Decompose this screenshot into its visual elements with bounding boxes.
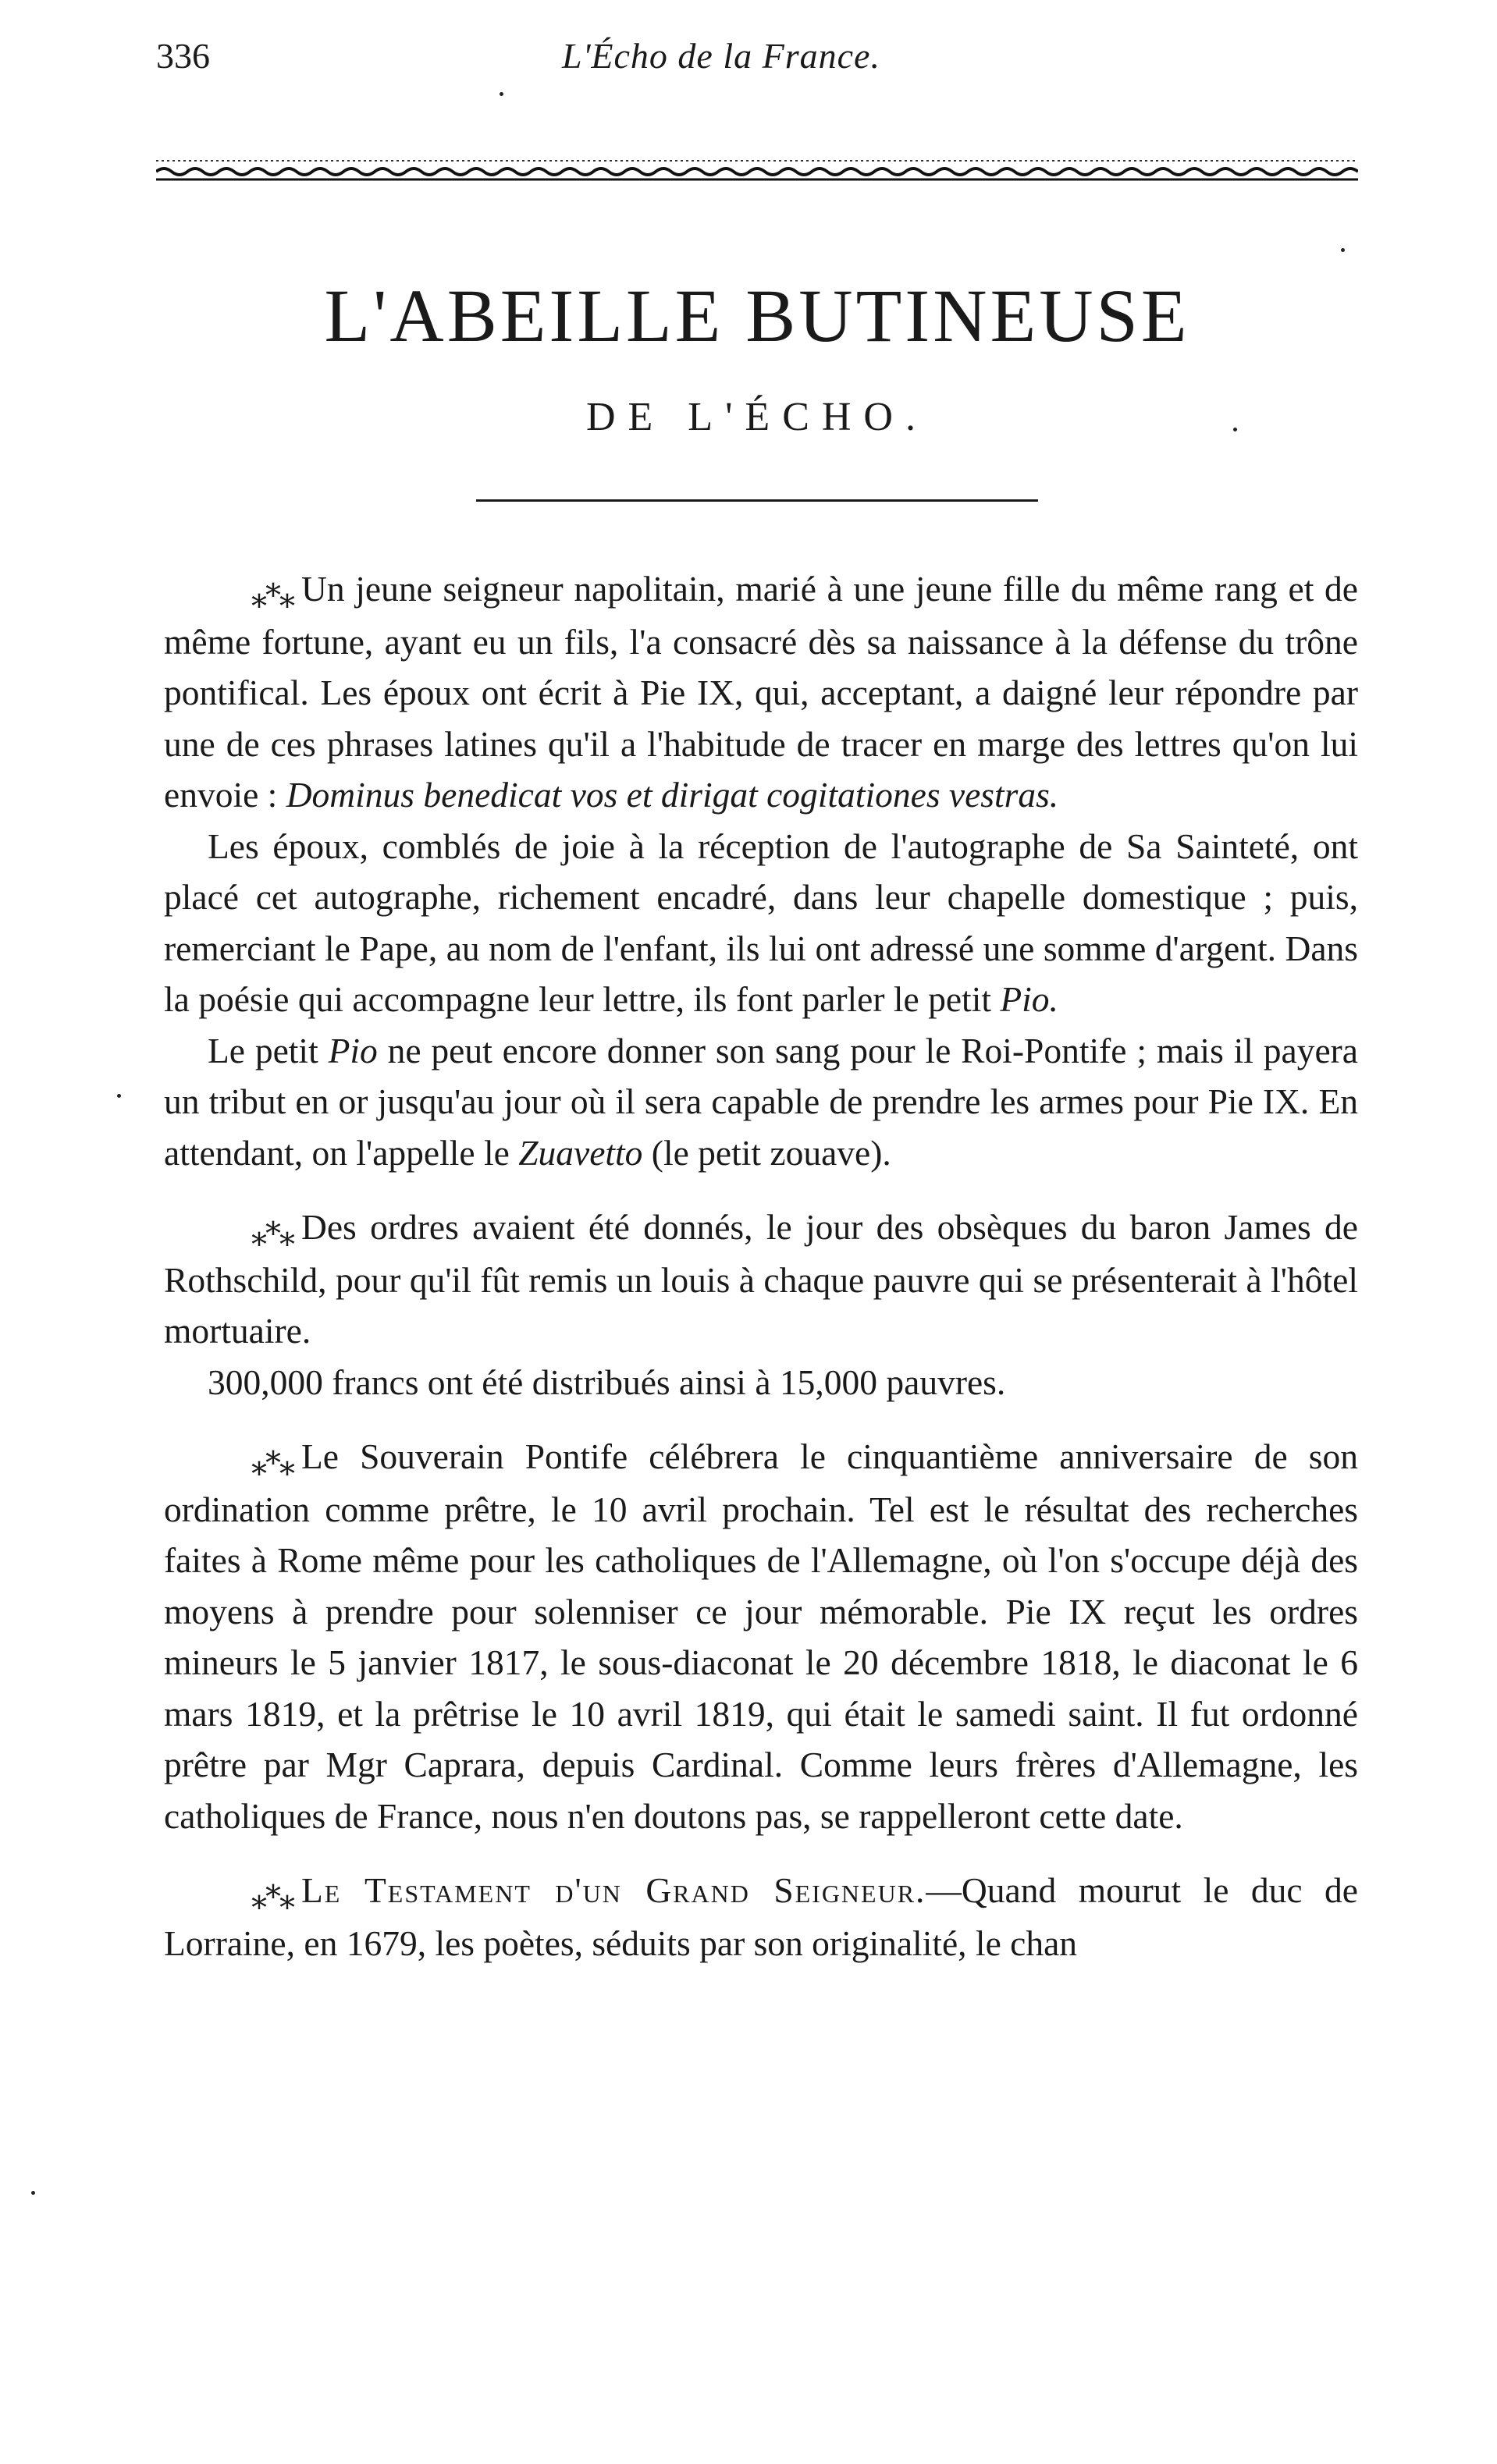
paragraph-3-text-a: Le petit [208, 1030, 329, 1070]
paragraph-7 [164, 1865, 1358, 1969]
pio-name: Pio [328, 1030, 378, 1070]
asterism: ⁎⁎⁎ [251, 1436, 293, 1482]
asterism: ⁎⁎⁎ [251, 1206, 293, 1252]
paragraph-6-text: Le Souverain Pontife célébrera le cinquantième anniversaire de son ordination comme prêtre, le 10 avril prochain. Tel est le résultat des recherches faites à Rome même pour les catholiques de l'Allemagne, où l'on s'occupe déjà des moyens à prendre pour solenniser ce jour mémorable. Pie IX reçut les ordres mineurs le 5 janvier 1817, le sous-diaconat le 20 décembre 1818, le diaconat le 6 mars 1819, et la prêtrise le 10 avril 1819, qui était le samedi saint. Il fut ordonné prêtre par Mgr Caprara, depuis Cardinal. Comme leurs frères d'Allemagne, les catholiques de France, nous n'en doutons pas, se rappelleront cette date. [164, 1436, 1358, 1836]
running-title: L'Écho de la France. [562, 36, 880, 76]
paragraph-5 [164, 1357, 1358, 1408]
page-number: 336 [156, 36, 210, 76]
ornamental-rule [156, 154, 1358, 186]
paragraph-4-text: Des ordres avaient été donnés, le jour des obsèques du baron James de Rothschild, pour qu'il fût remis un louis à chaque pauvre qui se présenterait à l'hôtel mortuaire. [164, 1207, 1358, 1351]
paragraph-3 [164, 1025, 1358, 1179]
paragraph-7-heading: Le Testament d'un Grand Seigneur. [301, 1870, 926, 1910]
paragraph-2 [164, 821, 1358, 1025]
print-speck [1233, 428, 1237, 431]
print-speck [1341, 248, 1345, 252]
paragraph-7-text: —Quand mourut le duc de Lorraine, en 1679, les poètes, séduits par son originalité, le chan [164, 1870, 1358, 1963]
section-subtitle: DE L'ÉCHO. [585, 395, 928, 439]
paragraph-3-text-b: ne peut encore donner son sang pour le Roi-Pontife ; mais il payera un tribut en or jusqu'au jour où il sera capable de prendre les armes pour Pie IX. En attendant, on l'appelle le [164, 1030, 1359, 1173]
paragraph-1 [164, 563, 1358, 821]
article-body [164, 563, 1358, 1969]
title-rule [476, 499, 1038, 502]
print-speck [31, 2191, 35, 2195]
paragraph-5-text: 300,000 francs ont été distribués ainsi à 15,000 pauvres. [208, 1362, 1006, 1402]
print-speck [117, 1094, 121, 1098]
paragraph-2-text: Les époux, comblés de joie à la réception de l'autographe de Sa Sainteté, ont placé cet autographe, richement encadré, dans leur chapelle domestique ; puis, remerciant le Pape, au nom de l'enfant, ils lui ont adressé une somme d'argent. Dans la poésie qui accompagne leur lettre, ils font parler le petit [164, 825, 1358, 1019]
asterism: ⁎⁎⁎ [251, 1869, 293, 1915]
zuavetto-name: Zuavetto [518, 1132, 643, 1173]
paragraph-6 [164, 1431, 1358, 1841]
running-header [156, 33, 1358, 95]
paragraph-1-text: Un jeune seigneur napolitain, marié à une jeune fille du même rang et de même fortune, ayant eu un fils, l'a consacré dès sa naissance à la défense du trône pontifical. Les époux ont écrit à Pie IX, qui, acceptant, a daigné leur répondre par une de ces phrases latines qu'il a l'habitude de tracer en marge des lettres qu'on lui envoie : [164, 569, 1358, 815]
section-title: L'ABEILLE BUTINEUSE [324, 274, 1190, 357]
print-speck [500, 92, 503, 96]
asterism: ⁎⁎⁎ [251, 568, 293, 614]
paragraph-3-text-c: (le petit zouave). [642, 1132, 891, 1173]
paragraph-4 [164, 1202, 1358, 1357]
pio-name: Pio. [1000, 979, 1058, 1019]
latin-quote: Dominus benedicat vos et dirigat cogitationes vestras. [286, 775, 1059, 815]
